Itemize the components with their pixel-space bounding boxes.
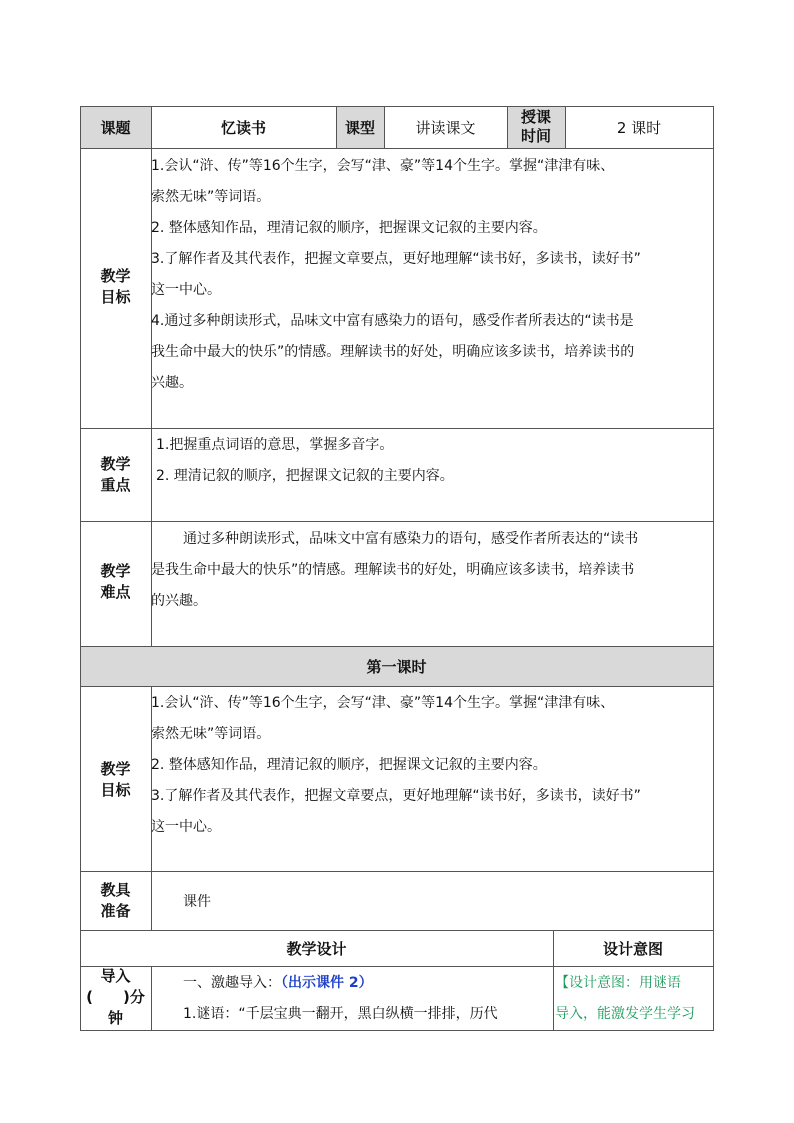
objectives-line: 我生命中最大的快乐”的情感。理解读书的好处，明确应该多读书，培养读书的 xyxy=(151,344,635,360)
objectives-line: 4.通过多种朗读形式，品味文中富有感染力的语句，感受作者所表达的“读书是 xyxy=(151,313,634,329)
intent-line-2: 导入，能激发学生学习 xyxy=(555,1006,695,1022)
tools-value: 课件 xyxy=(183,894,211,910)
difficulties-label-line-2: 难点 xyxy=(100,583,131,601)
first-lesson-line: 1.会认“浒、传”等16个生字，会写“津、豪”等14个生字。掌握“津津有味、 xyxy=(151,695,615,711)
first-lesson-line: 索然无味”等词语。 xyxy=(151,726,271,742)
first-lesson-objectives-label xyxy=(80,759,151,801)
table-hline xyxy=(80,966,714,967)
table-vline xyxy=(151,966,152,1030)
intro-label-line-3: 钟 xyxy=(107,1009,123,1027)
time-label xyxy=(507,106,565,148)
tools-label-line-1: 教具 xyxy=(100,881,131,899)
objectives-label-line-2: 目标 xyxy=(100,288,131,306)
key-points-line: 2. 理清记叙的顺序，把握课文记叙的主要内容。 xyxy=(156,468,454,484)
topic-value: 忆读书 xyxy=(220,118,266,137)
type-value: 讲读课文 xyxy=(415,118,476,137)
difficulties-label xyxy=(80,561,151,603)
tools-label xyxy=(80,880,151,922)
objectives-line: 这一中心。 xyxy=(151,282,221,298)
table-hline xyxy=(80,1030,714,1031)
objectives-line: 3.了解作者及其代表作，把握文章要点，更好地理解“读书好，多读书，读好书” xyxy=(151,251,641,267)
table-hline xyxy=(80,871,714,872)
key-points-label-line-1: 教学 xyxy=(100,455,131,473)
intro-line-2: 1.谜语：“千层宝典一翻开，黑白纵横一排排，历代 xyxy=(183,1006,498,1022)
table-vline xyxy=(713,106,714,1031)
objectives-line: 2. 整体感知作品，理清记叙的顺序，把握课文记叙的主要内容。 xyxy=(151,220,547,236)
key-points-line: 1.把握重点词语的意思，掌握多音字。 xyxy=(156,437,394,453)
intro-label xyxy=(80,966,151,1029)
intent-header: 设计意图 xyxy=(602,939,663,958)
first-lesson-line: 3.了解作者及其代表作，把握文章要点，更好地理解“读书好，多读书，读好书” xyxy=(151,788,641,804)
objectives-line: 兴趣。 xyxy=(151,375,193,391)
difficulties-line: 的兴趣。 xyxy=(151,593,207,609)
first-lesson-line: 2. 整体感知作品，理清记叙的顺序，把握课文记叙的主要内容。 xyxy=(151,757,547,773)
intent-line-1: 【设计意图：用谜语 xyxy=(555,975,681,991)
first-lesson-label-line-1: 教学 xyxy=(100,760,131,778)
time-value: 2 课时 xyxy=(616,118,662,137)
first-lesson-title: 第一课时 xyxy=(366,657,427,676)
topic-label: 课题 xyxy=(100,118,131,137)
difficulties-line: 通过多种朗读形式，品味文中富有感染力的语句，感受作者所表达的“读书 xyxy=(183,531,639,547)
time-label-line-2: 时间 xyxy=(520,127,551,145)
objectives-line: 1.会认“浒、传”等16个生字，会写“津、豪”等14个生字。掌握“津津有味、 xyxy=(151,158,615,174)
table-hline xyxy=(80,428,714,429)
intro-line-1 xyxy=(183,968,373,999)
table-hline xyxy=(80,521,714,522)
first-lesson-line: 这一中心。 xyxy=(151,819,221,835)
objectives-label-line-1: 教学 xyxy=(100,267,131,285)
tools-label-line-2: 准备 xyxy=(100,902,131,920)
time-label-line-1: 授课 xyxy=(520,108,551,126)
key-points-label xyxy=(80,454,151,496)
difficulties-line: 是我生命中最大的快乐”的情感。理解读书的好处，明确应该多读书，培养读书 xyxy=(151,562,635,578)
design-header: 教学设计 xyxy=(286,939,347,958)
objectives-label xyxy=(80,266,151,308)
key-points-label-line-2: 重点 xyxy=(100,476,131,494)
intro-label-line-1: 导入 xyxy=(100,967,131,985)
difficulties-label-line-1: 教学 xyxy=(100,562,131,580)
intro-label-line-2: ( )分 xyxy=(86,988,145,1006)
intro-line-1-text: 一、激趣导入： xyxy=(183,975,281,991)
type-label: 课型 xyxy=(344,118,375,137)
table-hline xyxy=(80,686,714,687)
courseware-ref: （出示课件 2） xyxy=(281,975,373,991)
first-lesson-label-line-2: 目标 xyxy=(100,781,131,799)
table-hline xyxy=(80,148,714,149)
objectives-line: 索然无味”等词语。 xyxy=(151,189,271,205)
